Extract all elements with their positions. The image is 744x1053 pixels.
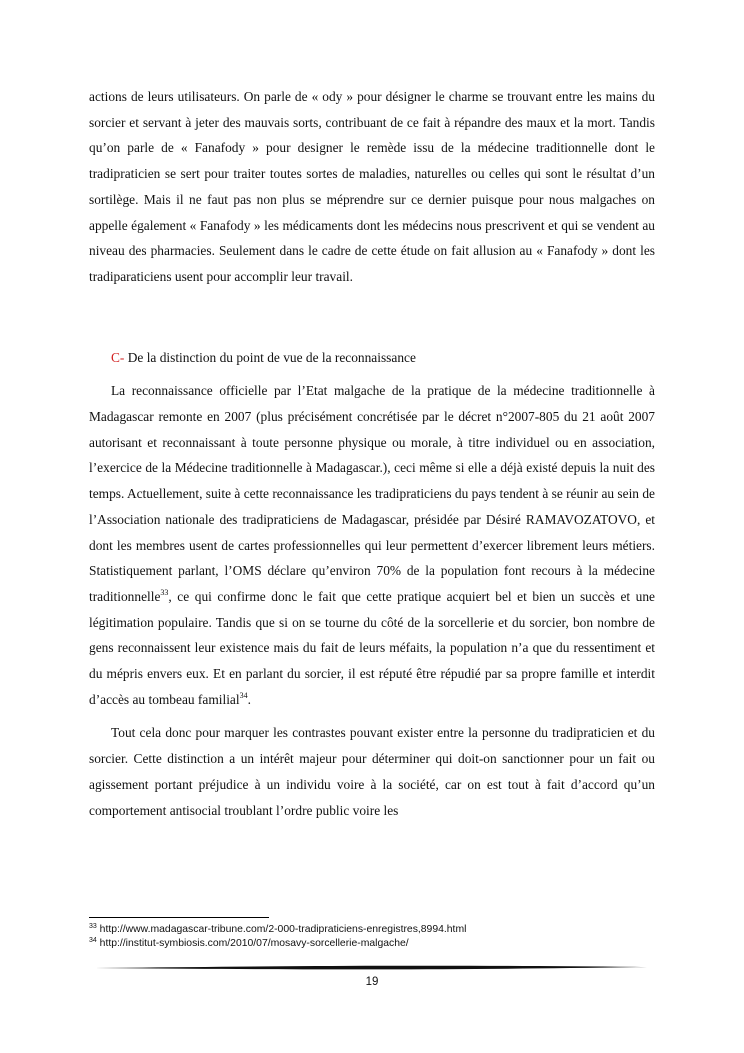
footnote-separator [89,917,269,918]
section-heading-c [111,345,655,371]
footnote-number: 34 [89,937,97,944]
footnote-33 [89,923,655,937]
footnote-link[interactable]: http://www.madagascar-tribune.com/2-000-tradipraticiens-enregistres,8994.html [96,924,467,935]
section-letter: C- [111,349,125,365]
page-body [89,84,655,823]
footnote-ref-34[interactable]: 34 [239,690,248,700]
paragraph-2-text-b: , ce qui confirme donc le fait que cette pratique acquiert bel et bien un succès et une légitimation populaire. Tandis que si on se tourne du côté de la sorcellerie et du sorcier, bon nombre de gens reconnaissent leur existence mais du fait de leurs méfaits, la population n’a que du ressentiment et du mépris envers eux. Et en parlant du sorcier, il est réputé être répudié par sa propre famille et interdit d’accès au tombeau familial [89,588,655,707]
footnote-number: 33 [89,923,97,930]
footnote-link[interactable]: http://institut-symbiosis.com/2010/07/mosavy-sorcellerie-malgache/ [96,938,409,949]
page-number: 19 [365,976,379,988]
decorative-swoosh-divider [95,962,647,974]
paragraph-1: actions de leurs utilisateurs. On parle de « ody » pour désigner le charme se trouvant entre les mains du sorcier et servant à jeter des mauvais sorts, contribuant de ce fait à répandre des maux et la mort. Tandis qu’on parle de « Fanafody » pour designer le remède issu de la médecine traditionnelle dont le tradipraticien se sert pour traiter toutes sortes de maladies, naturelles ou celles qui sont le résultat d’un sortilège. Mais il ne faut pas non plus se méprendre sur ce dernier puisque pour nous malgaches on appelle également « Fanafody » les médicaments dont les médecins nous prescrivent et qui se vendent au niveau des pharmacies. Seulement dans le cadre de cette étude on fait allusion au « Fanafody » dont les tradiparaticiens usent pour accomplir leur travail. [89,89,655,284]
footnotes [89,917,655,951]
paragraph-3: Tout cela donc pour marquer les contrastes pouvant exister entre la personne du tradipraticien et du sorcier. Cette distinction a un intérêt majeur pour déterminer qui doit-on sanctionner pour un fait ou agissement portant préjudice à un individu voire à la société, car on est tout à fait d’accord qu’un comportement antisocial troublant l’ordre public voire les [89,725,655,818]
footnote-34 [89,937,655,951]
section-title: De la distinction du point de vue de la reconnaissance [124,349,416,365]
paragraph-2-text-a: La reconnaissance officielle par l’Etat malgache de la pratique de la médecine traditionnelle à Madagascar remonte en 2007 (plus précisément concrétisée par le décret n°2007-805 du 21 août 2007 autorisant et reconnaissant à toute personne physique ou morale, à titre individuel ou en association, l’exercice de la Médecine traditionnelle à Madagascar.), ceci même si elle a déjà existé depuis la nuit des temps. Actuellement, suite à cette reconnaissance les tradipraticiens du pays tendent à se réunir au sein de l’Association nationale des tradipraticiens de Madagascar, présidée par Désiré RAMAVOZATOVO, et dont les membres usent de cartes professionnelles qui leur permettent d’exercer librement leurs métiers. Statistiquement parlant, l’OMS déclare qu’environ 70% de la population font recours à la médecine traditionnelle [89,383,655,604]
paragraph-2-text-c: . [247,691,251,707]
footnote-ref-33[interactable]: 33 [160,587,169,597]
paragraph-2 [89,378,655,712]
